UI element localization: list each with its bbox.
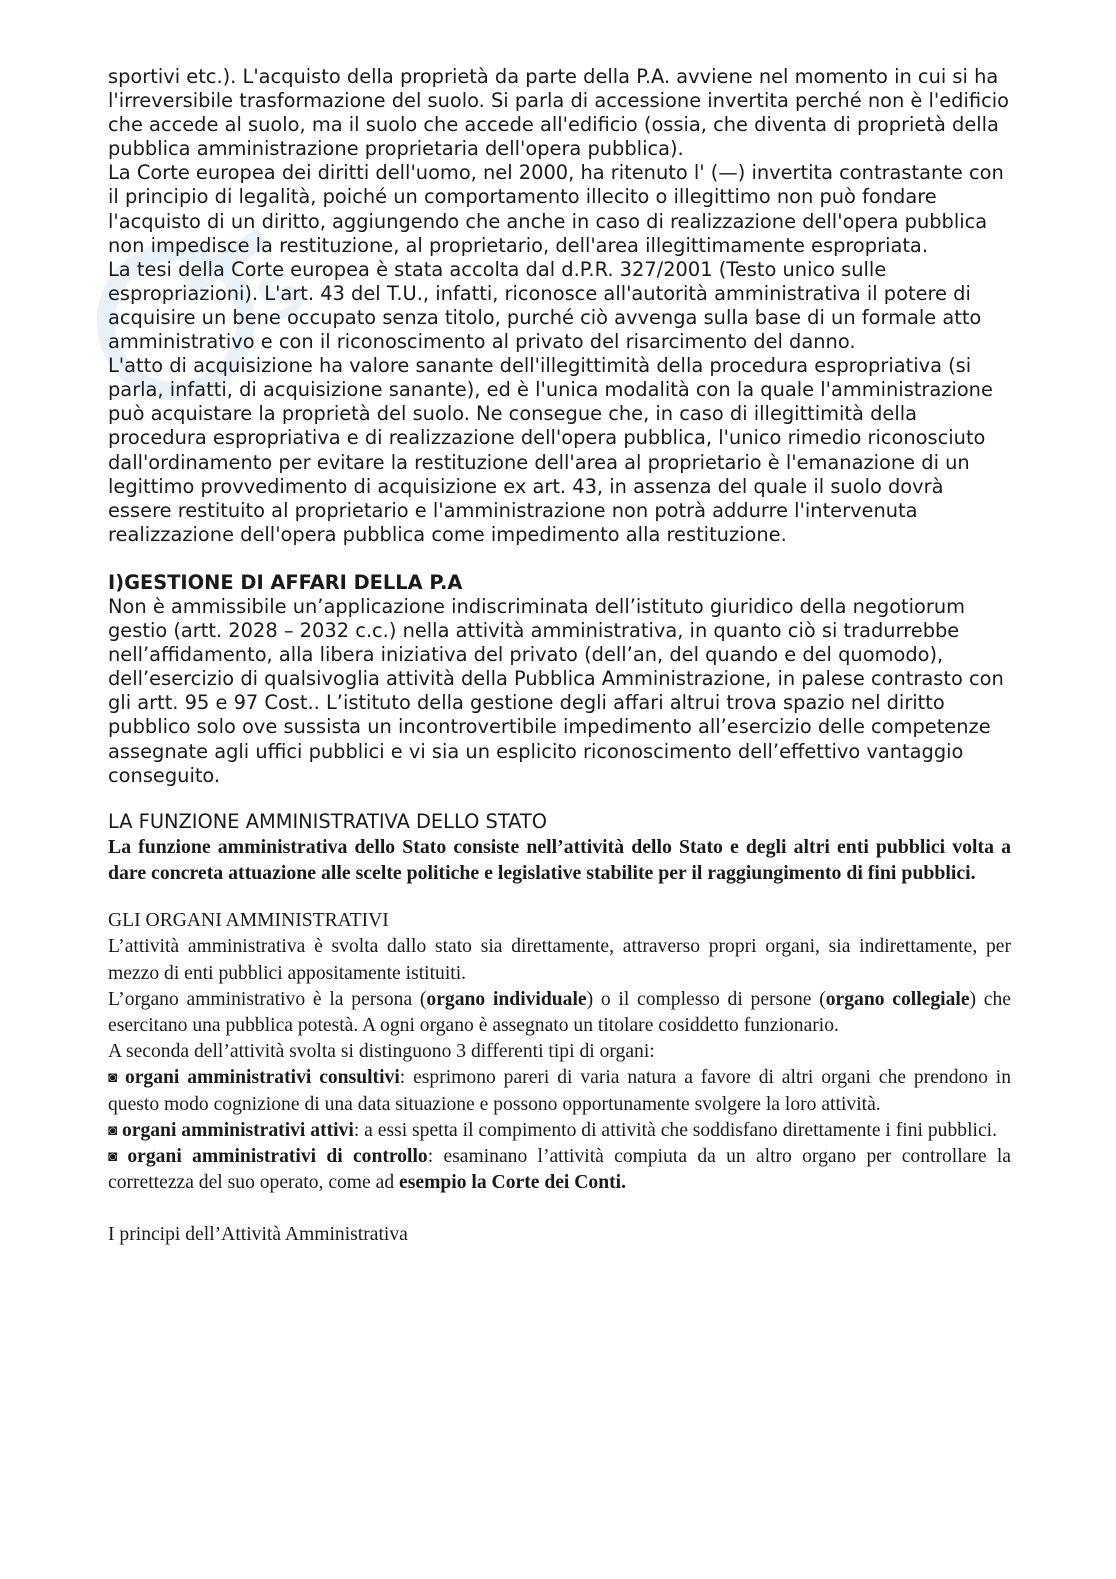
list-item-text: : esaminano l’attività compiuta da un altro organo per controllare la correttezza del suo operato, come ad: [108, 1146, 1011, 1194]
list-item-term: organi amministrativi attivi: [121, 1119, 354, 1141]
term-organo-individuale: organo individuale: [426, 988, 587, 1010]
paragraph: La Corte europea dei diritti dell'uomo, nel 2000, ha ritenuto l' (—) invertita contrastante con il principio di legalità, poiché un comportamento illecito o illegittimo non può fondare l'acquisto di un diritto, aggiungendo che anche in caso di realizzazione dell'opera pubblica non impedisce la restituzione, al proprietario, dell'area illegittimamente espropriata.: [108, 161, 1004, 257]
list-item-text: : a essi spetta il compimento di attività che soddisfano direttamente i fini pubblici.: [353, 1119, 997, 1141]
paragraph: L'atto di acquisizione ha valore sanante dell'illegittimità della procedura espropriativa (si parla, infatti, di acquisizione sanante), ed è l'unica modalità con la quale l'amministrazione può acquistare la proprietà del suolo. Ne consegue che, in caso di illegittimità della procedura espropriativa e di realizzazione dell'opera pubblica, l'unico rimedio riconosciuto dall'ordinamento per evitare la restituzione dell'area al proprietario è l'emanazione di un legittimo provvedimento di acquisizione ex art. 43, in assenza del quale il suolo dovrà essere restituito al proprietario e l'amministrazione non potrà addurre l'intervenuta realizzazione dell'opera pubblica come impedimento alla restituzione.: [108, 354, 993, 546]
paragraph: A seconda dell’attività svolta si distinguono 3 differenti tipi di organi:: [108, 1041, 655, 1063]
section-heading-gestione-affari: I)GESTIONE DI AFFARI DELLA P.A: [108, 570, 463, 594]
paragraph: L’attività amministrativa è svolta dallo stato sia direttamente, attraverso propri organi, sia indirettamente, per mezzo di enti pubblici appositamente istituiti.: [108, 936, 1011, 984]
bullet-icon: ◙: [108, 1070, 118, 1087]
page-content: [108, 65, 1011, 1249]
paragraph-organo: L’organo amministrativo è la persona (organo individuale) o il complesso di persone (organo collegiale) che esercitano una pubblica potestà. A ogni organo è assegnato un titolare cosiddetto funzionario.: [108, 988, 1011, 1037]
section-heading-principi: I principi dell’Attività Amministrativa: [108, 1224, 408, 1246]
section-heading-funzione-amministrativa: LA FUNZIONE AMMINISTRATIVA DELLO STATO: [108, 809, 548, 833]
bullet-icon: ◙: [108, 1122, 118, 1139]
section-organi-amministrativi: [108, 908, 1011, 1248]
funzione-amministrativa-definition: La funzione amministrativa dello Stato consiste nell’attività dello Stato e degli altri enti pubblici volta a dare concreta attuazione alle scelte politiche e legislative stabilite per il raggiungimento di fini pubblici.: [108, 835, 1011, 885]
section-accessione-invertita: [108, 65, 1011, 834]
list-item: [108, 1118, 1011, 1144]
list-item-text: : esprimono pareri di varia natura a favore di altri organi che prendono in questo modo cognizione di una data situazione e possono opportunamente svolgere la loro attività.: [108, 1067, 1011, 1115]
svg-text:S: S: [244, 254, 320, 337]
list-item-term: organi amministrativi di controllo: [127, 1146, 428, 1168]
section-heading-organi: GLI ORGANI AMMINISTRATIVI: [108, 910, 389, 932]
paragraph: Non è ammissibile un’applicazione indiscriminata dell’istituto giuridico della negotiorum gestio (artt. 2028 – 2032 c.c.) nella attività amministrativa, in quanto ciò si tradurrebbe nell’affidamento, alla libera iniziativa del privato (dell’an, del quando e del quomodo), dell’esercizio di qualsivoglia attività della Pubblica Amministrazione, in palese contrasto con gli artt. 95 e 97 Cost.. L’istituto della gestione degli affari altrui trova spazio nel diritto pubblico solo ove sussista un incontrovertibile impedimento all’esercizio delle competenze assegnate agli uffici pubblici e vi sia un esplicito riconoscimento dell’effettivo vantaggio conseguito.: [108, 594, 1004, 787]
list-item-term: organi amministrativi consultivi: [124, 1067, 400, 1089]
paragraph: sportivi etc.). L'acquisto della proprietà da parte della P.A. avviene nel momento in cui si ha l'irreversibile trasformazione del suolo. Si parla di accessione invertita perché non è l'edificio che accede al suolo, ma il suolo che accede all'edificio (ossia, che diventa di proprietà della pubblica amministrazione proprietaria dell'opera pubblica).: [108, 65, 1009, 161]
list-item: [108, 1065, 1011, 1117]
term-organo-collegiale: organo collegiale: [825, 988, 970, 1010]
term-corte-dei-conti: esempio la Corte dei Conti.: [399, 1172, 626, 1194]
paragraph: La tesi della Corte europea è stata accolta dal d.P.R. 327/2001 (Testo unico sulle espropriazioni). L'art. 43 del T.U., infatti, riconosce all'autorità amministrativa il potere di acquisire un bene occupato senza titolo, purché ciò avvenga sulla base di un formale atto amministrativo e con il riconoscimento al privato del risarcimento del danno.: [108, 257, 982, 354]
list-item: [108, 1144, 1011, 1196]
bullet-icon: ◙: [108, 1149, 118, 1166]
